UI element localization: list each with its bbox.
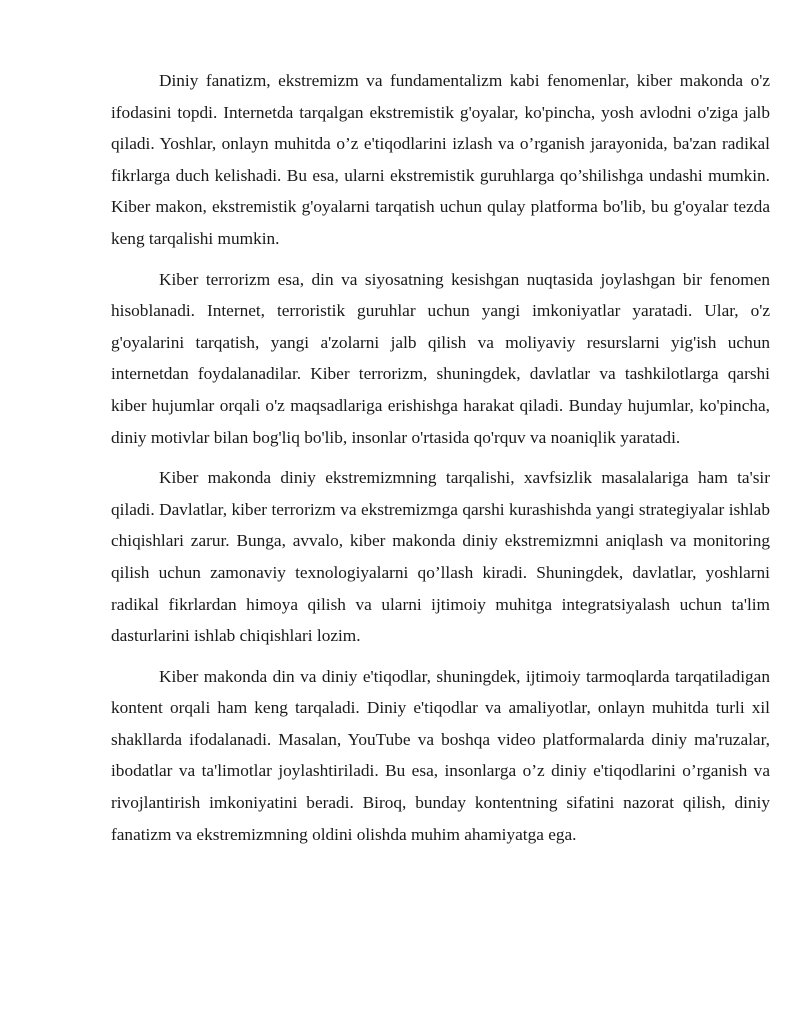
paragraph-1: Diniy fanatizm, ekstremizm va fundamentalizm kabi fenomenlar, kiber makonda o'z ifodasini topdi. Internetda tarqalgan ekstremistik g'oyalar, ko'pincha, yosh avlodni o'ziga jalb qiladi. Yoshlar, onlayn muhitda o’z e'tiqodlarini izlash va o’rganish jarayonida, ba'zan radikal fikrlarga duch kelishadi. Bu esa, ularni ekstremistik guruhlarga qo’shilishga undashi mumkin. Kiber makon, ekstremistik g'oyalarni tarqatish uchun qulay platforma bo'lib, bu g'oyalar tezda keng tarqalishi mumkin. <box>111 71 770 248</box>
body-text <box>111 65 770 859</box>
paragraph-3: Kiber makonda diniy ekstremizmning tarqalishi, xavfsizlik masalalariga ham ta'sir qiladi. Davlatlar, kiber terrorizm va ekstremizmga qarshi kurashishda yangi strategiyalar ishlab chiqishlari zarur. Bunga, avvalo, kiber makonda diniy ekstremizmni aniqlash va monitoring qilish uchun zamonaviy texnologiyalarni qo’llash kiradi. Shuningdek, davlatlar, yoshlarni radikal fikrlardan himoya qilish va ularni ijtimoiy muhitga integratsiyalash uchun ta'lim dasturlarini ishlab chiqishlari lozim. <box>111 468 770 646</box>
paragraph-2: Kiber terrorizm esa, din va siyosatning kesishgan nuqtasida joylashgan bir fenomen hisoblanadi. Internet, terroristik guruhlar uchun yangi imkoniyatlar yaratadi. Ular, o'z g'oyalarini tarqatish, yangi a'zolarni jalb qilish va moliyaviy resurslarni yig'ish uchun internetdan foydalanadilar. Kiber terrorizm, shuningdek, davlatlar va tashkilotlarga qarshi kiber hujumlar orqali o'z maqsadlariga erishishga harakat qiladi. Bunday hujumlar, ko'pincha, diniy motivlar bilan bog'liq bo'lib, insonlar o'rtasida qo'rquv va noaniqlik yaratadi. <box>111 269 770 447</box>
paragraph-4: Kiber makonda din va diniy e'tiqodlar, shuningdek, ijtimoiy tarmoqlarda tarqatiladigan kontent orqali ham keng tarqaladi. Diniy e'tiqodlar va amaliyotlar, onlayn muhitda turli xil shakllarda ifodalanadi. Masalan, YouTube va boshqa video platformalarda diniy ma'ruzalar, ibodatlar va ta'limotlar joylashtiriladi. Bu esa, insonlarga o’z diniy e'tiqodlarini o’rganish va rivojlantirish imkoniyatini beradi. Biroq, bunday kontentning sifatini nazorat qilish, diniy fanatizm va ekstremizmning oldini olishda muhim ahamiyatga ega. <box>111 666 770 844</box>
